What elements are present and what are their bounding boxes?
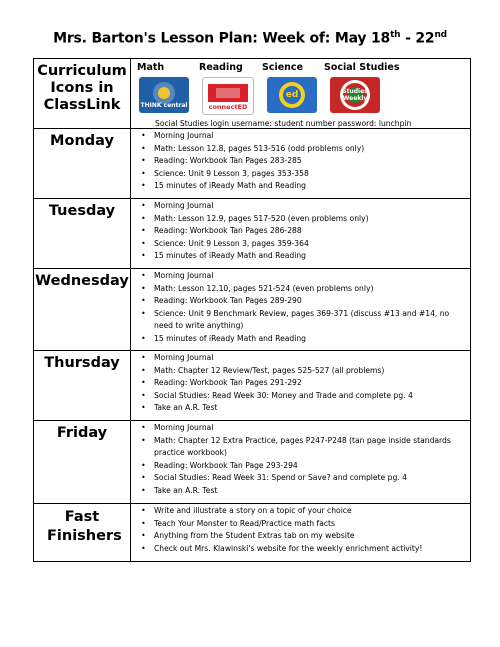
subject-science: Science [262, 62, 304, 73]
task-list [131, 505, 470, 555]
task-item: • Science: Unit 9 Lesson 3, pages 353-358 [154, 168, 470, 181]
task-item: • Anything from the Student Extras tab on my website [154, 530, 470, 543]
subject-reading: Reading [199, 62, 243, 73]
task-list [131, 352, 470, 415]
curriculum-label-line3: ClassLink [43, 97, 121, 113]
studies-weekly-icon-text: Studies Weekly [342, 88, 368, 102]
day-label-monday: Monday [34, 129, 131, 199]
task-item: • 15 minutes of iReady Math and Reading [154, 180, 470, 193]
task-item: • 15 minutes of iReady Math and Reading [154, 250, 470, 263]
task-item: • Reading: Workbook Tan Pages 291-292 [154, 377, 470, 390]
task-item: • 15 minutes of iReady Math and Reading [154, 333, 470, 346]
task-item: • Take an A.R. Test [154, 402, 470, 415]
day-label-friday: Friday [34, 421, 131, 504]
connected-icon[interactable] [202, 77, 254, 115]
day-row-friday [34, 421, 471, 504]
day-content-monday [131, 129, 471, 199]
curriculum-label-line1: Curriculum [37, 63, 127, 79]
studies-weekly-ed-icon[interactable] [267, 77, 317, 113]
task-item: • Teach Your Monster to Read/Practice math facts [154, 518, 470, 531]
task-item: • Write and illustrate a story on a topic of your choice [154, 505, 470, 518]
task-item: • Reading: Workbook Tan Pages 289-290 [154, 295, 470, 308]
task-item: • Morning Journal [154, 130, 470, 143]
task-item: • Math: Chapter 12 Extra Practice, pages P247-P248 (tan page inside standards practice workbook) [154, 435, 470, 460]
task-item: • Science: Unit 9 Benchmark Review, pages 369-371 (discuss #13 and #14, no need to write anything) [154, 308, 470, 333]
day-content-wednesday [131, 269, 471, 351]
day-content-fast-finishers [131, 504, 471, 562]
day-label-wednesday: Wednesday [34, 269, 131, 351]
task-item: • Reading: Workbook Tan Page 293-294 [154, 460, 470, 473]
day-row-fast-finishers [34, 504, 471, 562]
task-item: • Social Studies: Read Week 30: Money and Trade and complete pg. 4 [154, 390, 470, 403]
day-row-monday [34, 129, 471, 199]
title-prefix: Mrs. Barton's Lesson Plan: Week of: May 18 [53, 30, 391, 47]
lesson-plan-table [33, 58, 471, 562]
task-item: • Reading: Workbook Tan Pages 283-285 [154, 155, 470, 168]
day-content-thursday [131, 351, 471, 421]
task-item: • Morning Journal [154, 422, 470, 435]
task-item: • Math: Lesson 12.8, pages 513-516 (odd problems only) [154, 143, 470, 156]
title-sup-nd: nd [434, 30, 447, 40]
curriculum-label-line2: Icons in [50, 80, 114, 96]
connected-icon-text: connectED [208, 103, 248, 111]
task-list [131, 422, 470, 498]
curriculum-label [34, 59, 131, 129]
subject-headers [131, 59, 470, 73]
task-item: • Math: Chapter 12 Review/Test, pages 525-527 (all problems) [154, 365, 470, 378]
day-label-thursday: Thursday [34, 351, 131, 421]
task-item: • Morning Journal [154, 200, 470, 213]
subject-social-studies: Social Studies [324, 62, 400, 73]
task-item: • Check out Mrs. Klawinski's website for the weekly enrichment activity! [154, 543, 470, 556]
studies-weekly-icon[interactable] [330, 77, 380, 113]
task-list [131, 270, 470, 346]
task-item: • Social Studies: Read Week 31: Spend or Save? and complete pg. 4 [154, 472, 470, 485]
task-item: • Math: Lesson 12.9, pages 517-520 (even problems only) [154, 213, 470, 226]
fast-finishers-label: Fast Finishers [47, 509, 122, 544]
day-row-wednesday [34, 269, 471, 351]
subject-math: Math [137, 62, 165, 73]
curriculum-icons-cell [131, 59, 471, 129]
day-label-fast-finishers [34, 504, 131, 562]
thinkcentral-icon-text: THINK central [140, 101, 188, 109]
task-item: • Science: Unit 9 Lesson 3, pages 359-364 [154, 238, 470, 251]
classlink-icons [131, 73, 470, 115]
task-list [131, 130, 470, 193]
task-item: • Take an A.R. Test [154, 485, 470, 498]
task-item: • Reading: Workbook Tan Pages 286-288 [154, 225, 470, 238]
title-mid: - 22 [400, 30, 435, 47]
task-item: • Math: Lesson 12.10, pages 521-524 (even problems only) [154, 283, 470, 296]
day-content-tuesday [131, 199, 471, 269]
task-item: • Morning Journal [154, 352, 470, 365]
title-sup-th: th [390, 30, 401, 40]
ed-icon-text: ed [285, 90, 299, 100]
thinkcentral-icon[interactable] [139, 77, 189, 113]
day-label-tuesday: Tuesday [34, 199, 131, 269]
day-row-tuesday [34, 199, 471, 269]
day-content-friday [131, 421, 471, 504]
task-list [131, 200, 470, 263]
login-note: Social Studies login username: student number password: lunchpin [155, 119, 412, 128]
task-item: • Morning Journal [154, 270, 470, 283]
day-row-thursday [34, 351, 471, 421]
curriculum-row [34, 59, 471, 129]
page-title [0, 30, 500, 47]
